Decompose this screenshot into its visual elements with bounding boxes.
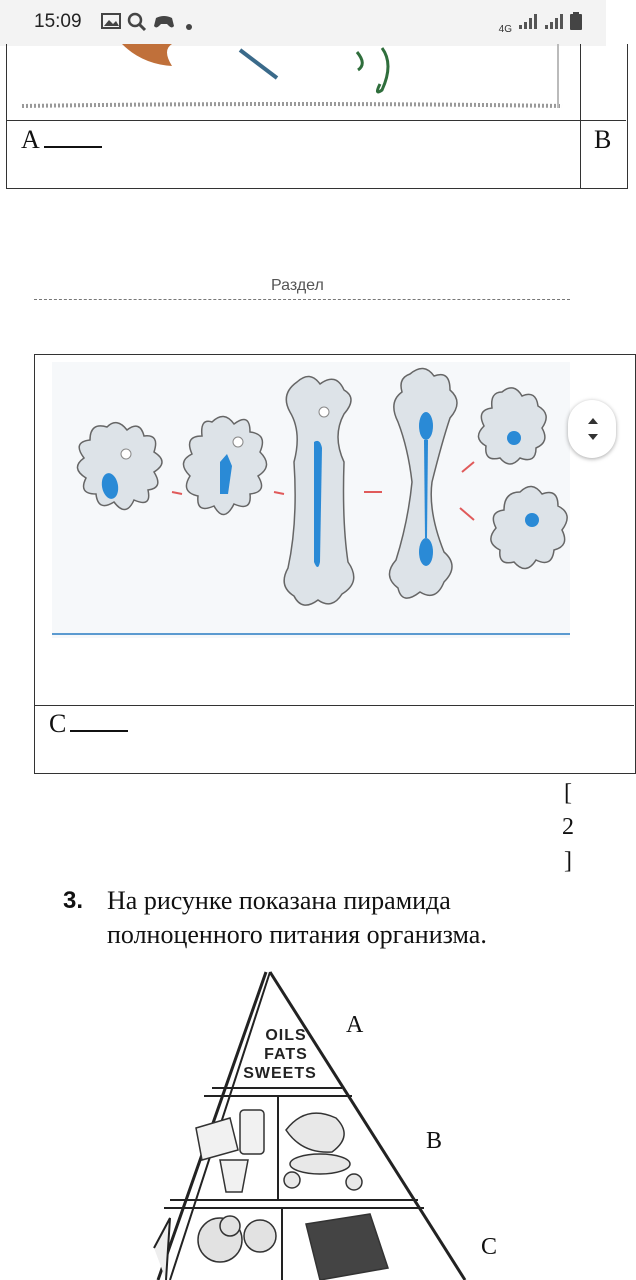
label-a: A (21, 125, 40, 154)
label-a-row (21, 125, 102, 155)
gallery-icon (101, 12, 121, 35)
scroll-handle[interactable] (568, 400, 616, 458)
vegetables-sketch (198, 1216, 276, 1262)
amoeba-cell-3 (284, 376, 354, 605)
dot-icon (185, 18, 193, 36)
battery-icon (570, 12, 582, 35)
pyramid-label-a: A (346, 1012, 364, 1038)
pyramid-label-c: C (481, 1234, 498, 1260)
amoeba-division-image (52, 362, 570, 638)
network-type: 4G (498, 24, 512, 35)
score-close-bracket: ] (564, 848, 572, 874)
answer-blank-a (44, 142, 102, 148)
pyramid-text-oils: OILS (265, 1027, 307, 1044)
status-bar (0, 0, 606, 46)
top-illustration (22, 44, 562, 114)
search-icon (127, 12, 147, 37)
label-c: C (49, 709, 67, 738)
score-marker (559, 776, 577, 878)
food-pyramid (70, 968, 530, 1280)
meat-fish-sketch (284, 1113, 362, 1190)
score-open-bracket: [ (564, 780, 572, 806)
scroll-arrows-icon (568, 400, 616, 458)
question-number: 3. (63, 887, 84, 914)
pyramid-top-text (243, 1026, 326, 1083)
signal-icon (518, 14, 538, 35)
signal-icon-2 (544, 14, 564, 35)
pyramid-text-fats: FATS (264, 1046, 308, 1063)
dairy-sketch (196, 1110, 264, 1192)
pyramid-label-b: B (426, 1128, 443, 1154)
label-c-row (49, 709, 128, 739)
table-row-line (6, 120, 626, 121)
table-divider (580, 44, 581, 188)
pyramid-text-sweets: SWEETS (243, 1065, 317, 1082)
answer-blank-c (70, 726, 128, 732)
fruits-sketch (306, 1214, 388, 1280)
status-time: 15:09 (34, 11, 82, 32)
section-divider-line (34, 299, 570, 300)
label-b: B (594, 125, 612, 154)
section-divider-label: Раздел (271, 277, 324, 294)
mitosis-row-line (34, 705, 634, 706)
question-text: На рисунке показана пирамида полноценного питания организма. (107, 886, 487, 949)
score-value: 2 (562, 814, 574, 840)
gamepad-icon (153, 12, 175, 35)
